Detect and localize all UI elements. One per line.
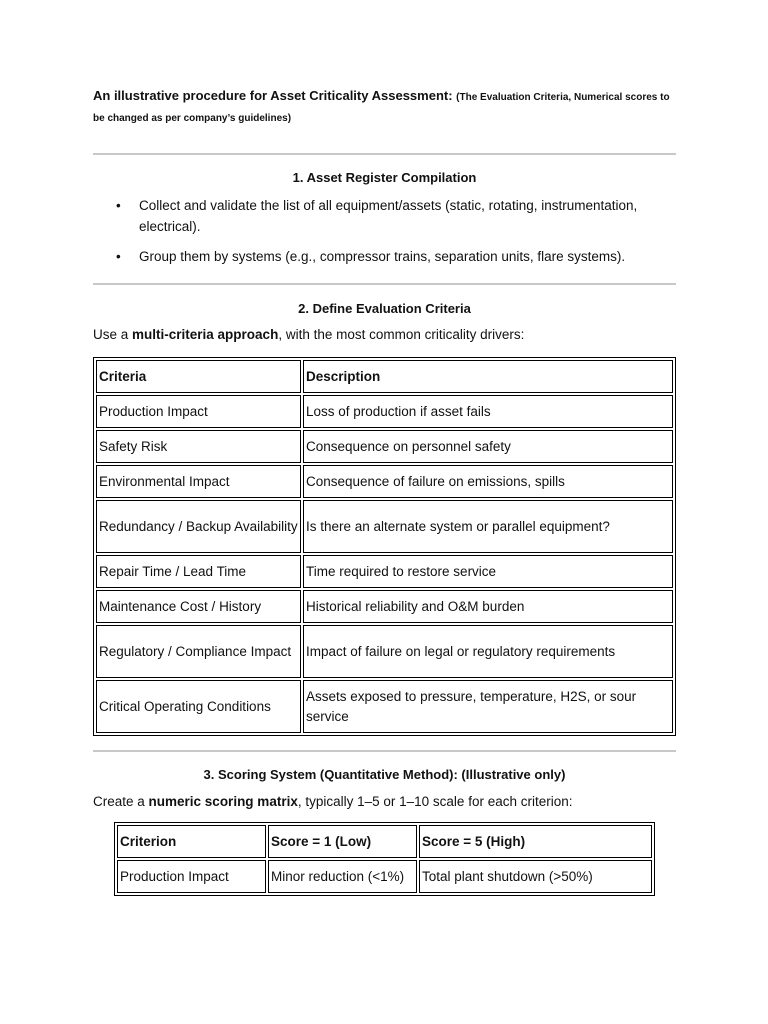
description-cell: Consequence of failure on emissions, spills [303, 465, 673, 498]
criteria-cell: Regulatory / Compliance Impact [96, 625, 301, 678]
scoring-matrix-table [114, 822, 655, 896]
criteria-cell: Critical Operating Conditions [96, 680, 301, 733]
document-page [93, 86, 676, 896]
document-title-main: An illustrative procedure for Asset Criticality Assessment: [93, 88, 453, 103]
table-row [96, 430, 673, 463]
bullet-icon: • [116, 249, 121, 264]
intro-text: , typically 1–5 or 1–10 scale for each criterion: [297, 794, 573, 809]
document-title-note: (The Evaluation Criteria, Numerical scores to be changed as per company’s guidelines) [93, 92, 670, 124]
table-header-row [96, 360, 673, 393]
table-row [96, 590, 673, 623]
bullet-icon: • [116, 198, 121, 213]
section-2-intro [93, 325, 676, 345]
table-row [96, 555, 673, 588]
description-cell: Impact of failure on legal or regulatory requirements [303, 625, 673, 678]
low-score-cell: Minor reduction (<1%) [268, 860, 417, 893]
description-cell: Time required to restore service [303, 555, 673, 588]
asset-register-list [93, 195, 676, 267]
table-header-cell: Score = 1 (Low) [268, 825, 417, 858]
table-header-cell: Description [303, 360, 673, 393]
table-row [117, 860, 652, 893]
criteria-cell: Maintenance Cost / History [96, 590, 301, 623]
description-cell: Is there an alternate system or parallel equipment? [303, 500, 673, 553]
criteria-cell: Production Impact [96, 395, 301, 428]
table-header-cell: Criteria [96, 360, 301, 393]
intro-emphasis: numeric scoring matrix [148, 794, 298, 809]
section-divider [93, 750, 676, 752]
intro-text: Use a [93, 327, 133, 342]
intro-text: Create a [93, 794, 149, 809]
list-item-text: Group them by systems (e.g., compressor trains, separation units, flare systems). [139, 249, 626, 264]
description-cell: Loss of production if asset fails [303, 395, 673, 428]
table-row [96, 680, 673, 733]
intro-emphasis: multi-criteria approach [132, 327, 279, 342]
criteria-cell: Safety Risk [96, 430, 301, 463]
table-header-cell: Score = 5 (High) [419, 825, 652, 858]
section-3-intro [93, 792, 676, 812]
description-cell: Assets exposed to pressure, temperature, H2S, or sour service [303, 680, 673, 733]
criteria-cell: Redundancy / Backup Availability [96, 500, 301, 553]
table-row [96, 500, 673, 553]
evaluation-criteria-table [93, 357, 676, 736]
section-2-heading: 2. Define Evaluation Criteria [298, 301, 471, 316]
table-row [96, 625, 673, 678]
section-1-heading: 1. Asset Register Compilation [292, 170, 477, 185]
description-cell: Consequence on personnel safety [303, 430, 673, 463]
section-3-heading: 3. Scoring System (Quantitative Method): (Illustrative only) [203, 767, 566, 782]
list-item [93, 246, 676, 267]
section-divider [93, 153, 676, 155]
document-title [93, 86, 676, 128]
list-item-text: Collect and validate the list of all equipment/assets (static, rotating, instrumentation, electrical). [139, 198, 638, 234]
criteria-cell: Repair Time / Lead Time [96, 555, 301, 588]
section-divider [93, 283, 676, 285]
table-header-cell: Criterion [117, 825, 266, 858]
high-score-cell: Total plant shutdown (>50%) [419, 860, 652, 893]
table-header-row [117, 825, 652, 858]
description-cell: Historical reliability and O&M burden [303, 590, 673, 623]
table-row [96, 465, 673, 498]
table-row [96, 395, 673, 428]
criterion-cell: Production Impact [117, 860, 266, 893]
intro-text: , with the most common criticality drivers: [278, 327, 525, 342]
list-item [93, 195, 676, 237]
criteria-cell: Environmental Impact [96, 465, 301, 498]
